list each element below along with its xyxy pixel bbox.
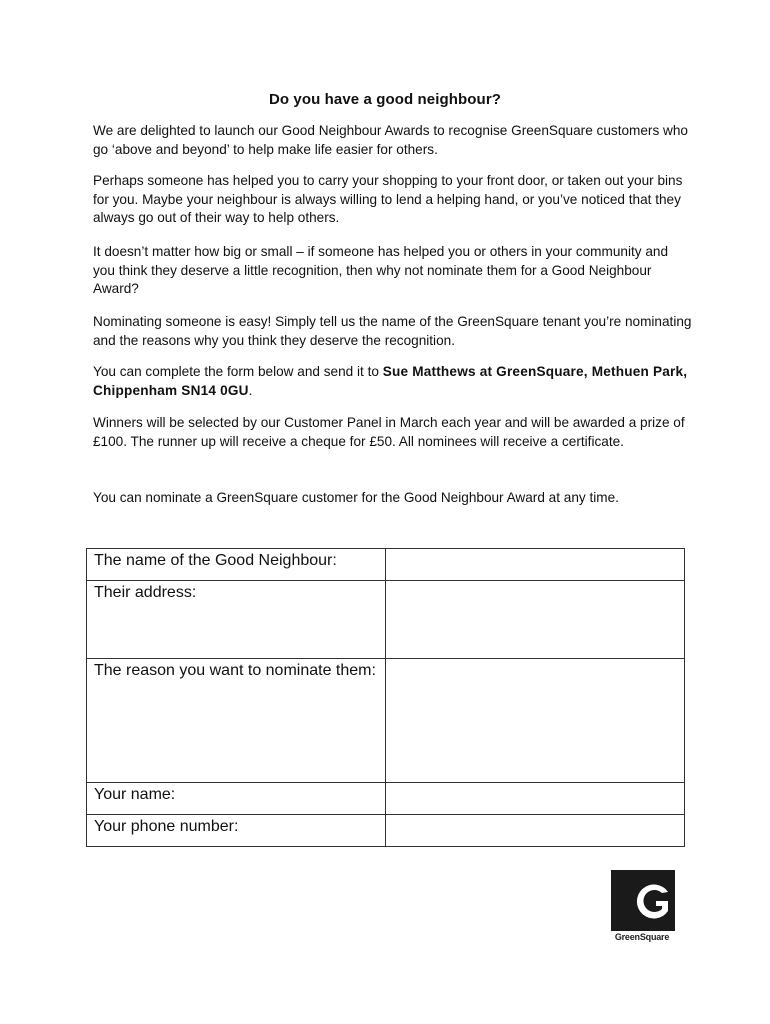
page-title: Do you have a good neighbour? — [268, 91, 502, 108]
greensquare-g-logo-icon — [611, 870, 675, 931]
neighbour-name-field[interactable] — [386, 549, 685, 581]
intro-paragraph: We are delighted to launch our Good Neighbour Awards to recognise GreenSquare customers who go ‘above and beyond’ to help make life easier for others. — [93, 123, 688, 157]
form-row-phone — [87, 815, 685, 847]
form-row-your-name — [87, 783, 685, 815]
form-row-reason — [87, 659, 685, 783]
your-name-field[interactable] — [386, 783, 685, 815]
postal-address: Sue Matthews at GreenSquare, Methuen Park, Chippenham SN14 0GU — [93, 364, 688, 398]
reason-field[interactable] — [386, 659, 685, 783]
your-name-label: Your name: — [87, 783, 386, 815]
nomination-form-table — [86, 548, 685, 847]
recognition-paragraph: It doesn’t matter how big or small – if someone has helped you or others in your community and you think they deserve a little recognition, then why not nominate them for a Good Neighbour Award? — [93, 244, 669, 296]
send-form-paragraph — [93, 363, 693, 400]
how-to-nominate-paragraph: Nominating someone is easy! Simply tell us the name of the GreenSquare tenant you’re nominating and the reasons why you think they deserve the recognition. — [93, 314, 692, 348]
phone-field[interactable] — [386, 815, 685, 847]
phone-label: Your phone number: — [87, 815, 386, 847]
neighbour-name-label: The name of the Good Neighbour: — [87, 549, 386, 581]
address-field[interactable] — [386, 581, 685, 659]
anytime-paragraph: You can nominate a GreenSquare customer for the Good Neighbour Award at any time. — [93, 490, 619, 505]
logo-wordmark: GreenSquare — [614, 932, 670, 942]
prizes-paragraph: Winners will be selected by our Customer Panel in March each year and will be awarded a prize of £100. The runner up will receive a cheque for £50. All nominees will receive a certificate. — [93, 415, 685, 449]
address-label: Their address: — [87, 581, 386, 659]
examples-paragraph: Perhaps someone has helped you to carry your shopping to your front door, or taken out your bins for you. Maybe your neighbour is always willing to lend a helping hand, or you’ve noticed that they always go out of their way to help others. — [93, 173, 683, 225]
send-form-end-text: . — [248, 382, 253, 398]
send-form-lead-text: You can complete the form below and send it to — [93, 364, 383, 379]
form-row-neighbour-name — [87, 549, 685, 581]
form-row-address — [87, 581, 685, 659]
reason-label: The reason you want to nominate them: — [87, 659, 386, 783]
